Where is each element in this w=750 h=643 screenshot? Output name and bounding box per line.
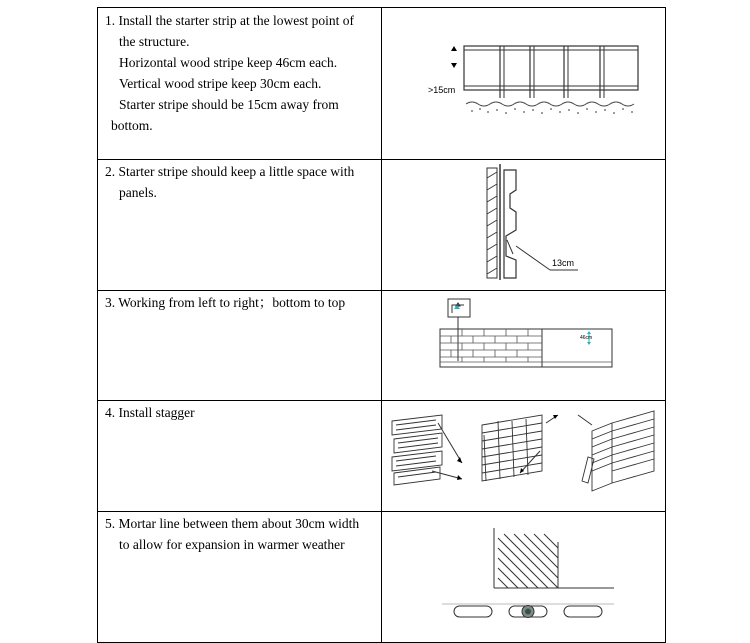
step-1-text [98, 8, 382, 160]
step-row-3 [98, 291, 666, 401]
step-4-figure [382, 401, 666, 512]
mortar-line-diagram [382, 512, 665, 637]
wall-hatch [498, 534, 558, 588]
ground-texture [471, 108, 633, 114]
step-2-text [98, 160, 382, 291]
stagger-panel [482, 415, 542, 481]
arrow-line [578, 415, 592, 425]
step-1-line-3: Horizontal wood stripe keep 46cm each. [119, 55, 338, 70]
wall-hatch [487, 172, 497, 274]
arrow-line [520, 451, 540, 473]
fastener-core [525, 609, 531, 615]
step-5-figure [382, 512, 666, 643]
spacing-label: 46cm [580, 335, 593, 341]
step-2-line-1: 2. Starter stripe should keep a little space with [105, 164, 355, 179]
step-3-figure [382, 291, 666, 401]
step-4-text [98, 401, 382, 512]
starter-strip [507, 240, 513, 254]
step-2-figure [382, 160, 666, 291]
panel-spacing-diagram [382, 160, 665, 285]
step-3-text [98, 291, 382, 401]
step-2-line-2: panels. [119, 185, 157, 200]
brick-order-diagram [382, 291, 665, 395]
brick-courses [440, 329, 612, 362]
corner-panel [582, 411, 654, 491]
step-row-5 [98, 512, 666, 643]
step-1-line-1: 1. Install the starter strip at the lowest point of [105, 13, 354, 28]
ground-line [466, 102, 634, 106]
clearance-label: >15cm [428, 85, 456, 95]
gap-label: 13cm [552, 258, 575, 268]
stagger-diagram [382, 401, 665, 506]
step-1-line-4: Vertical wood stripe keep 30cm each. [119, 76, 322, 91]
step-row-4 [98, 401, 666, 512]
step-5-line-2: to allow for expansion in warmer weather [119, 537, 345, 552]
wall-frame [464, 46, 638, 90]
step-5-text [98, 512, 382, 643]
arrow-head-icon [457, 457, 462, 463]
up-arrow-icon [451, 46, 457, 51]
starter-strip-diagram [382, 8, 665, 154]
step-5-line-1: 5. Mortar line between them about 30cm width [105, 516, 360, 531]
step-1-line-6: bottom. [111, 118, 153, 133]
step-3-line-1: 3. Working from left to right；bottom to top [105, 295, 346, 310]
installation-steps-table [97, 7, 666, 643]
slot-left [454, 606, 492, 617]
down-arrow-icon [451, 63, 457, 68]
step-1-line-5: Starter stripe should be 15cm away from [119, 97, 339, 112]
stacked-panels [392, 415, 442, 485]
step-1-line-2: the structure. [119, 34, 190, 49]
step-4-line-1: 4. Install stagger [105, 405, 195, 420]
step-1-figure [382, 8, 666, 160]
slot-right [564, 606, 602, 617]
panel-profile [504, 170, 516, 278]
step-row-2 [98, 160, 666, 291]
leader-line [516, 246, 550, 270]
step-row-1 [98, 8, 666, 160]
